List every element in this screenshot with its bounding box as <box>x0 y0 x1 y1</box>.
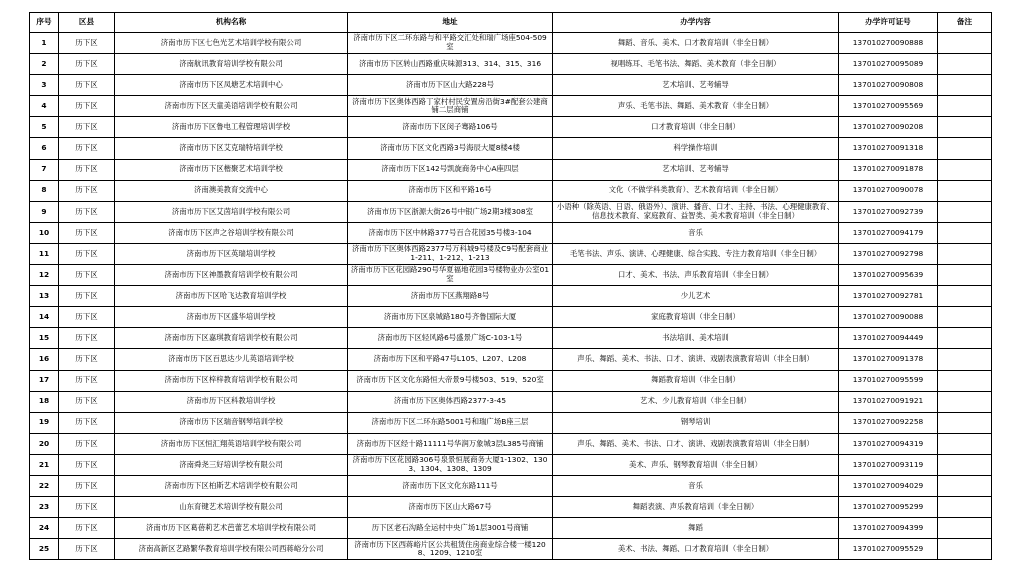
cell-content: 科学操作培训 <box>553 138 839 159</box>
cell-district: 历下区 <box>59 138 115 159</box>
license-table-sheet <box>29 12 992 560</box>
cell-note <box>938 54 992 75</box>
cell-license-number: 137010270094029 <box>839 475 938 496</box>
cell-seq: 6 <box>30 138 59 159</box>
cell-note <box>938 180 992 201</box>
cell-address: 济南市历下区轻风路6号盛景广场C-103-1号 <box>348 328 553 349</box>
table-row <box>30 349 992 370</box>
cell-address: 济南市历下区泉城路180号齐鲁国际大厦 <box>348 307 553 328</box>
table-row <box>30 201 992 222</box>
table-row <box>30 180 992 201</box>
cell-institution-name: 济南市历下区瑞音钢琴培训学校 <box>115 412 348 433</box>
cell-address: 济南市历下区燕翔路8号 <box>348 286 553 307</box>
cell-address: 济南市历下区山大路67号 <box>348 497 553 518</box>
cell-institution-name: 济南市历下区科教培训学校 <box>115 391 348 412</box>
cell-district: 历下区 <box>59 159 115 180</box>
table-row <box>30 391 992 412</box>
cell-note <box>938 328 992 349</box>
table-row <box>30 497 992 518</box>
cell-district: 历下区 <box>59 75 115 96</box>
cell-institution-name: 济南市历下区艾克瑞特培训学校 <box>115 138 348 159</box>
cell-content: 视唱练耳、毛笔书法、舞蹈、美术教育（非全日制） <box>553 54 839 75</box>
table-row <box>30 412 992 433</box>
cell-district: 历下区 <box>59 539 115 560</box>
cell-district: 历下区 <box>59 117 115 138</box>
cell-institution-name: 济南市历下区楷聚艺术培训学校 <box>115 159 348 180</box>
cell-address: 济南市历下区文化东路111号 <box>348 475 553 496</box>
cell-address: 济南市历下区经十路11111号华润万象城3层L385号商铺 <box>348 433 553 454</box>
cell-license-number: 137010270090808 <box>839 75 938 96</box>
cell-district: 历下区 <box>59 96 115 117</box>
cell-seq: 12 <box>30 265 59 286</box>
cell-content: 音乐 <box>553 475 839 496</box>
header-content: 办学内容 <box>553 13 839 33</box>
cell-content: 舞蹈表演、声乐教育培训（非全日制） <box>553 497 839 518</box>
cell-address: 济南市历下区奥体西路2377-3-45 <box>348 391 553 412</box>
cell-note <box>938 33 992 54</box>
cell-district: 历下区 <box>59 412 115 433</box>
cell-address: 历下区老石沟路全运村中央广场1层3001号商铺 <box>348 518 553 539</box>
cell-institution-name: 济南舜尧三好培训学校有限公司 <box>115 454 348 475</box>
cell-seq: 25 <box>30 539 59 560</box>
table-row <box>30 243 992 264</box>
cell-institution-name: 济南市历下区天童美语培训学校有限公司 <box>115 96 348 117</box>
cell-district: 历下区 <box>59 433 115 454</box>
cell-license-number: 137010270094179 <box>839 222 938 243</box>
cell-institution-name: 济南市历下区恒汇翔英语培训学校有限公司 <box>115 433 348 454</box>
cell-note <box>938 454 992 475</box>
table-row <box>30 307 992 328</box>
cell-institution-name: 济南航讯教育培训学校有限公司 <box>115 54 348 75</box>
cell-address: 济南市历下区和平路47号L105、L207、L208 <box>348 349 553 370</box>
header-seq: 序号 <box>30 13 59 33</box>
cell-seq: 9 <box>30 201 59 222</box>
table-row <box>30 475 992 496</box>
training-institution-table <box>29 12 992 560</box>
cell-institution-name: 济南市历下区柏斯艺术培训学校有限公司 <box>115 475 348 496</box>
cell-address: 济南市历下区二环东路与和平路交汇处和瑞广场座504-509室 <box>348 33 553 54</box>
cell-note <box>938 412 992 433</box>
cell-address: 济南市历下区西蒋峪片区公共租赁住房商业综合楼一楼1208、1209、1210室 <box>348 539 553 560</box>
cell-institution-name: 济南澳美教育交流中心 <box>115 180 348 201</box>
table-row <box>30 75 992 96</box>
cell-content: 书法培训、美术培训 <box>553 328 839 349</box>
cell-seq: 17 <box>30 370 59 391</box>
cell-address: 济南市历下区山大路228号 <box>348 75 553 96</box>
cell-address: 济南市历下区花园路290号华夏福地花园3号楼物业办公室01室 <box>348 265 553 286</box>
cell-license-number: 137010270094399 <box>839 518 938 539</box>
cell-address: 济南市历下区和平路16号 <box>348 180 553 201</box>
cell-institution-name: 济南市历下区七色光艺术培训学校有限公司 <box>115 33 348 54</box>
cell-content: 小语种（除英语、日语、俄语外）、演讲、播音、口才、主持、书法、心理健康教育、信息技术教育、家庭教育、益智类、美术教育培训（非全日制） <box>553 201 839 222</box>
cell-license-number: 137010270092739 <box>839 201 938 222</box>
cell-content: 艺术、少儿教育培训（非全日制） <box>553 391 839 412</box>
cell-license-number: 137010270090888 <box>839 33 938 54</box>
cell-address: 济南市历下区142号凯旋商务中心A座四层 <box>348 159 553 180</box>
cell-note <box>938 265 992 286</box>
cell-license-number: 137010270090208 <box>839 117 938 138</box>
cell-content: 少儿艺术 <box>553 286 839 307</box>
cell-license-number: 137010270094319 <box>839 433 938 454</box>
table-row <box>30 96 992 117</box>
cell-content: 家庭教育培训（非全日制） <box>553 307 839 328</box>
table-header-row <box>30 13 992 33</box>
cell-content: 舞蹈教育培训（非全日制） <box>553 370 839 391</box>
cell-license-number: 137010270095639 <box>839 265 938 286</box>
table-row <box>30 454 992 475</box>
table-row <box>30 286 992 307</box>
cell-seq: 5 <box>30 117 59 138</box>
cell-note <box>938 159 992 180</box>
cell-seq: 23 <box>30 497 59 518</box>
cell-content: 声乐、舞蹈、美术、书法、口才、演讲、戏剧表演教育培训（非全日制） <box>553 349 839 370</box>
cell-license-number: 137010270092798 <box>839 243 938 264</box>
cell-note <box>938 370 992 391</box>
cell-note <box>938 117 992 138</box>
cell-license-number: 137010270091318 <box>839 138 938 159</box>
cell-content: 口才教育培训（非全日制） <box>553 117 839 138</box>
cell-seq: 7 <box>30 159 59 180</box>
cell-district: 历下区 <box>59 391 115 412</box>
cell-institution-name: 山东育键艺术培训学校有限公司 <box>115 497 348 518</box>
cell-content: 毛笔书法、声乐、演讲、心理健康、综合实践、专注力教育培训（非全日制） <box>553 243 839 264</box>
cell-note <box>938 307 992 328</box>
cell-institution-name: 济南市历下区葛蓓莉艺术芭蕾艺术培训学校有限公司 <box>115 518 348 539</box>
cell-content: 钢琴培训 <box>553 412 839 433</box>
cell-seq: 3 <box>30 75 59 96</box>
cell-license-number: 137010270090078 <box>839 180 938 201</box>
cell-institution-name: 济南市历下区盛华培训学校 <box>115 307 348 328</box>
cell-address: 济南市历下区浙源大街26号中银广场2期3楼308室 <box>348 201 553 222</box>
cell-content: 声乐、毛笔书法、舞蹈、美术教育（非全日制） <box>553 96 839 117</box>
cell-address: 济南市历下区文化东路恒大帝景9号楼503、519、520室 <box>348 370 553 391</box>
table-row <box>30 265 992 286</box>
cell-district: 历下区 <box>59 497 115 518</box>
cell-district: 历下区 <box>59 518 115 539</box>
cell-institution-name: 济南市历下区鲁电工程管理培训学校 <box>115 117 348 138</box>
cell-license-number: 137010270090088 <box>839 307 938 328</box>
cell-note <box>938 286 992 307</box>
table-row <box>30 222 992 243</box>
cell-note <box>938 201 992 222</box>
cell-district: 历下区 <box>59 328 115 349</box>
cell-address: 济南市历下区奥体西路2377号万科城9号楼及C9号配套商业1-211、1-212、1-213 <box>348 243 553 264</box>
cell-license-number: 137010270093119 <box>839 454 938 475</box>
cell-content: 舞蹈、音乐、美术、口才教育培训（非全日制） <box>553 33 839 54</box>
table-row <box>30 370 992 391</box>
cell-institution-name: 济南市历下区百思达少儿英语培训学校 <box>115 349 348 370</box>
cell-district: 历下区 <box>59 201 115 222</box>
header-district: 区县 <box>59 13 115 33</box>
cell-address: 济南市历下区转山西路重庆味源313、314、315、316 <box>348 54 553 75</box>
cell-license-number: 137010270091378 <box>839 349 938 370</box>
cell-seq: 8 <box>30 180 59 201</box>
cell-address: 济南市历下区文化西路3号海辰大厦8楼4楼 <box>348 138 553 159</box>
table-row <box>30 138 992 159</box>
table-row <box>30 117 992 138</box>
cell-note <box>938 138 992 159</box>
cell-license-number: 137010270092781 <box>839 286 938 307</box>
cell-seq: 15 <box>30 328 59 349</box>
cell-seq: 18 <box>30 391 59 412</box>
table-row <box>30 433 992 454</box>
cell-license-number: 137010270094449 <box>839 328 938 349</box>
cell-seq: 24 <box>30 518 59 539</box>
cell-note <box>938 497 992 518</box>
cell-institution-name: 济南高新区艺路繁华教育培训学校有限公司西蒋峪分公司 <box>115 539 348 560</box>
cell-district: 历下区 <box>59 54 115 75</box>
cell-address: 济南市历下区二环东路5001号和瑞广场B座三层 <box>348 412 553 433</box>
cell-district: 历下区 <box>59 265 115 286</box>
cell-license-number: 137010270092258 <box>839 412 938 433</box>
cell-seq: 1 <box>30 33 59 54</box>
cell-institution-name: 济南市历下区艾茵培训学校有限公司 <box>115 201 348 222</box>
cell-address: 济南市历下区花园路306号泉景恒展商务大厦1-1302、1303、1304、1308、1309 <box>348 454 553 475</box>
cell-district: 历下区 <box>59 243 115 264</box>
cell-content: 美术、声乐、钢琴教育培训（非全日制） <box>553 454 839 475</box>
cell-district: 历下区 <box>59 475 115 496</box>
table-body <box>30 33 992 560</box>
cell-content: 艺术培训、艺考辅导 <box>553 159 839 180</box>
cell-seq: 20 <box>30 433 59 454</box>
cell-license-number: 137010270095599 <box>839 370 938 391</box>
cell-district: 历下区 <box>59 286 115 307</box>
cell-content: 音乐 <box>553 222 839 243</box>
cell-district: 历下区 <box>59 349 115 370</box>
cell-license-number: 137010270091878 <box>839 159 938 180</box>
cell-district: 历下区 <box>59 454 115 475</box>
cell-district: 历下区 <box>59 370 115 391</box>
cell-note <box>938 433 992 454</box>
table-row <box>30 159 992 180</box>
table-row <box>30 328 992 349</box>
cell-institution-name: 济南市历下区梓梓教育培训学校有限公司 <box>115 370 348 391</box>
cell-seq: 13 <box>30 286 59 307</box>
cell-district: 历下区 <box>59 307 115 328</box>
table-row <box>30 54 992 75</box>
cell-seq: 22 <box>30 475 59 496</box>
header-license: 办学许可证号 <box>839 13 938 33</box>
cell-license-number: 137010270095569 <box>839 96 938 117</box>
cell-address: 济南市历下区闵子骞路106号 <box>348 117 553 138</box>
cell-seq: 16 <box>30 349 59 370</box>
cell-note <box>938 96 992 117</box>
table-row <box>30 539 992 560</box>
cell-seq: 21 <box>30 454 59 475</box>
cell-seq: 14 <box>30 307 59 328</box>
cell-note <box>938 75 992 96</box>
cell-institution-name: 济南市历下区凤塘艺术培训中心 <box>115 75 348 96</box>
cell-seq: 19 <box>30 412 59 433</box>
cell-district: 历下区 <box>59 33 115 54</box>
cell-license-number: 137010270095089 <box>839 54 938 75</box>
cell-note <box>938 349 992 370</box>
cell-content: 美术、书法、舞蹈、口才教育培训（非全日制） <box>553 539 839 560</box>
cell-note <box>938 518 992 539</box>
cell-district: 历下区 <box>59 222 115 243</box>
cell-license-number: 137010270095299 <box>839 497 938 518</box>
table-row <box>30 518 992 539</box>
cell-content: 文化（不做学科类教育）、艺术教育培训（非全日制） <box>553 180 839 201</box>
cell-seq: 10 <box>30 222 59 243</box>
cell-district: 历下区 <box>59 180 115 201</box>
cell-institution-name: 济南市历下区英瑞培训学校 <box>115 243 348 264</box>
header-note: 备注 <box>938 13 992 33</box>
cell-institution-name: 济南市历下区声之谷培训学校有限公司 <box>115 222 348 243</box>
cell-seq: 2 <box>30 54 59 75</box>
cell-license-number: 137010270091921 <box>839 391 938 412</box>
cell-institution-name: 济南市历下区神墨教育培训学校有限公司 <box>115 265 348 286</box>
cell-note <box>938 222 992 243</box>
cell-address: 济南市历下区奥体西路丁家村村民安置房沿街3#配套公建商铺二层商铺 <box>348 96 553 117</box>
cell-note <box>938 243 992 264</box>
header-address: 地址 <box>348 13 553 33</box>
header-name: 机构名称 <box>115 13 348 33</box>
cell-content: 舞蹈 <box>553 518 839 539</box>
table-row <box>30 33 992 54</box>
cell-content: 声乐、舞蹈、美术、书法、口才、演讲、戏剧表演教育培训（非全日制） <box>553 433 839 454</box>
cell-institution-name: 济南市历下区嘉琪教育培训学校有限公司 <box>115 328 348 349</box>
cell-content: 艺术培训、艺考辅导 <box>553 75 839 96</box>
cell-note <box>938 391 992 412</box>
cell-content: 口才、美术、书法、声乐教育培训（非全日制） <box>553 265 839 286</box>
cell-institution-name: 济南市历下区哈飞达教育培训学校 <box>115 286 348 307</box>
cell-license-number: 137010270095529 <box>839 539 938 560</box>
cell-seq: 4 <box>30 96 59 117</box>
cell-note <box>938 475 992 496</box>
cell-address: 济南市历下区中林路377号百合花园35号楼3-104 <box>348 222 553 243</box>
cell-note <box>938 539 992 560</box>
cell-seq: 11 <box>30 243 59 264</box>
